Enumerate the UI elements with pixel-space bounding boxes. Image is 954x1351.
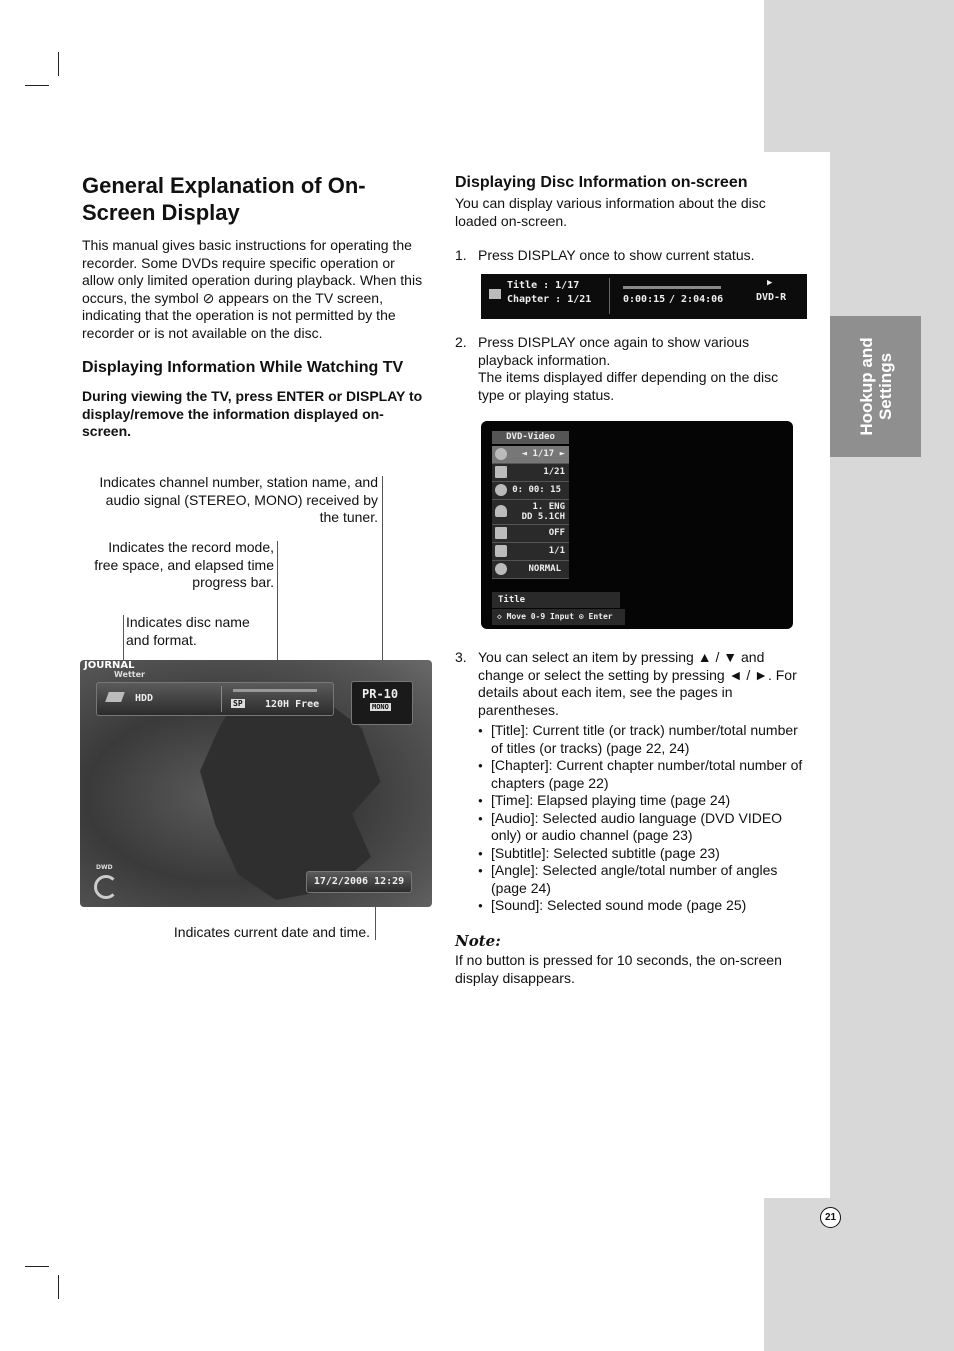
chapter-icon: [495, 466, 507, 478]
audio-icon: [495, 505, 507, 517]
crop-mark: [58, 52, 59, 76]
section-heading-disc: Displaying Disc Information on-screen: [455, 174, 748, 191]
tv-osd-screenshot: [80, 660, 432, 907]
sound-icon: [495, 563, 507, 575]
disc-intro: You can display various information about the disc loaded on-screen.: [455, 195, 766, 229]
step-number: 1.: [455, 247, 467, 263]
angle-icon: [495, 545, 507, 557]
disc-icon: [105, 692, 125, 702]
note-heading: Note:: [455, 932, 501, 950]
callout-record-mode: Indicates the record mode, free space, and elapsed time progress bar.: [94, 539, 274, 590]
menu-row-audio[interactable]: 1. ENG DD 5.1CH: [492, 500, 569, 525]
callout-datetime: Indicates current date and time.: [173, 924, 370, 940]
menu-footer-label: Title: [492, 592, 620, 608]
channel-number: PR-10: [362, 687, 399, 701]
callout-channel: Indicates channel number, station name, and audio signal (STEREO, MONO) received by the tuner.: [99, 474, 378, 525]
page-title: General Explanation of On-Screen Display: [82, 173, 366, 225]
section-tab: [830, 316, 921, 457]
progress-bar: [233, 689, 317, 692]
list-item: ● [Subtitle]: Selected subtitle (page 23): [478, 845, 804, 863]
title-icon: [495, 448, 507, 460]
clapper-icon: [489, 289, 501, 299]
record-mode: SP: [233, 699, 243, 708]
step-text: Press DISPLAY once to show current status.: [478, 247, 755, 263]
time-icon: [495, 484, 507, 496]
section-heading: Displaying Information While Watching TV: [82, 359, 404, 376]
page-number: 21: [820, 1207, 841, 1228]
menu-footer-help: ◇ Move 0-9 Input ⊙ Enter: [492, 609, 625, 625]
crop-mark: [58, 1275, 59, 1299]
callout-disc: Indicates disc name and format.: [126, 614, 250, 648]
subtitle-icon: [495, 527, 507, 539]
swirl-icon: [94, 875, 118, 899]
menu-row-subtitle[interactable]: OFF: [492, 525, 569, 543]
play-icon: ▶: [767, 278, 773, 288]
strip-progress: [623, 286, 721, 289]
strip-title: Title : 1/17: [507, 280, 580, 291]
intro-paragraph: This manual gives basic instructions for operating the recorder. Some DVDs require specific operation or allow only limited operation during playback. When this occurs, the symbol ⊘ appears on the TV screen, indicating that the operation is not permitted by the recorder or is not available on the disc.: [82, 237, 423, 341]
corner-logo: DWD: [96, 864, 113, 871]
list-item: ● [Angle]: Selected angle/total number of angles (page 24): [478, 862, 804, 897]
leader-line: [382, 476, 383, 684]
list-item: ● [Sound]: Selected sound mode (page 25): [478, 897, 804, 915]
menu-row-sound[interactable]: NORMAL: [492, 561, 569, 579]
disc-name: HDD: [135, 693, 154, 704]
menu-row-chapter[interactable]: 1/21: [492, 464, 569, 482]
list-item: ● [Chapter]: Current chapter number/total number of chapters (page 22): [478, 757, 804, 792]
audio-signal: MONO: [372, 703, 389, 711]
sidebar-band: [764, 1198, 954, 1351]
step-number: 2.: [455, 334, 467, 350]
list-item: ● [Time]: Elapsed playing time (page 24): [478, 792, 804, 810]
sidebar-band: [764, 0, 954, 152]
crop-mark: [25, 85, 49, 86]
list-item: ● [Audio]: Selected audio language (DVD VIDEO only) or audio channel (page 23): [478, 810, 804, 845]
menu-row-title[interactable]: ◄ 1/17 ►: [492, 446, 569, 464]
list-item: ● [Title]: Current title (or track) number/total number of titles (or tracks) (page 22, 24): [478, 722, 804, 757]
status-strip: [481, 274, 807, 319]
sidebar-band: [830, 152, 954, 1198]
divider: [609, 278, 610, 314]
step-number: 3.: [455, 649, 467, 665]
step-extra: The items displayed differ depending on the disc type or playing status.: [478, 369, 779, 403]
menu-header: DVD-Video: [492, 431, 569, 444]
datetime-box: 17/2/2006 12:29: [306, 871, 412, 893]
channel-logo: JOURNAL: [84, 660, 135, 671]
step-text: Press DISPLAY once again to show various playback information.: [478, 334, 750, 368]
strip-disc-type: DVD-R: [756, 292, 787, 303]
menu-row-time[interactable]: 0: 00: 15: [492, 482, 569, 500]
divider: [221, 686, 222, 712]
item-list: [478, 722, 804, 915]
strip-elapsed: 0:00:15: [623, 294, 666, 305]
menu-row-angle[interactable]: 1/1: [492, 543, 569, 561]
channel-box: [351, 681, 413, 725]
playback-info-menu: [481, 421, 793, 629]
instruction-text: During viewing the TV, press ENTER or DISPLAY to display/remove the information displayed on-screen.: [82, 388, 423, 439]
crop-mark: [25, 1266, 49, 1267]
strip-total: / 2:04:06: [669, 294, 724, 305]
strip-chapter: Chapter : 1/21: [507, 294, 592, 305]
channel-sub: Wetter: [114, 670, 145, 679]
section-tab-label: Hookup and Settings: [856, 337, 895, 436]
info-bar: [96, 682, 334, 716]
step-text: You can select an item by pressing ▲ / ▼ and change or select the setting by pressing ◄ / ►. For details about each item, see the pages in parentheses.: [478, 649, 797, 718]
free-space: 120H Free: [265, 699, 320, 710]
note-text: If no button is pressed for 10 seconds, the on-screen display disappears.: [455, 952, 782, 986]
